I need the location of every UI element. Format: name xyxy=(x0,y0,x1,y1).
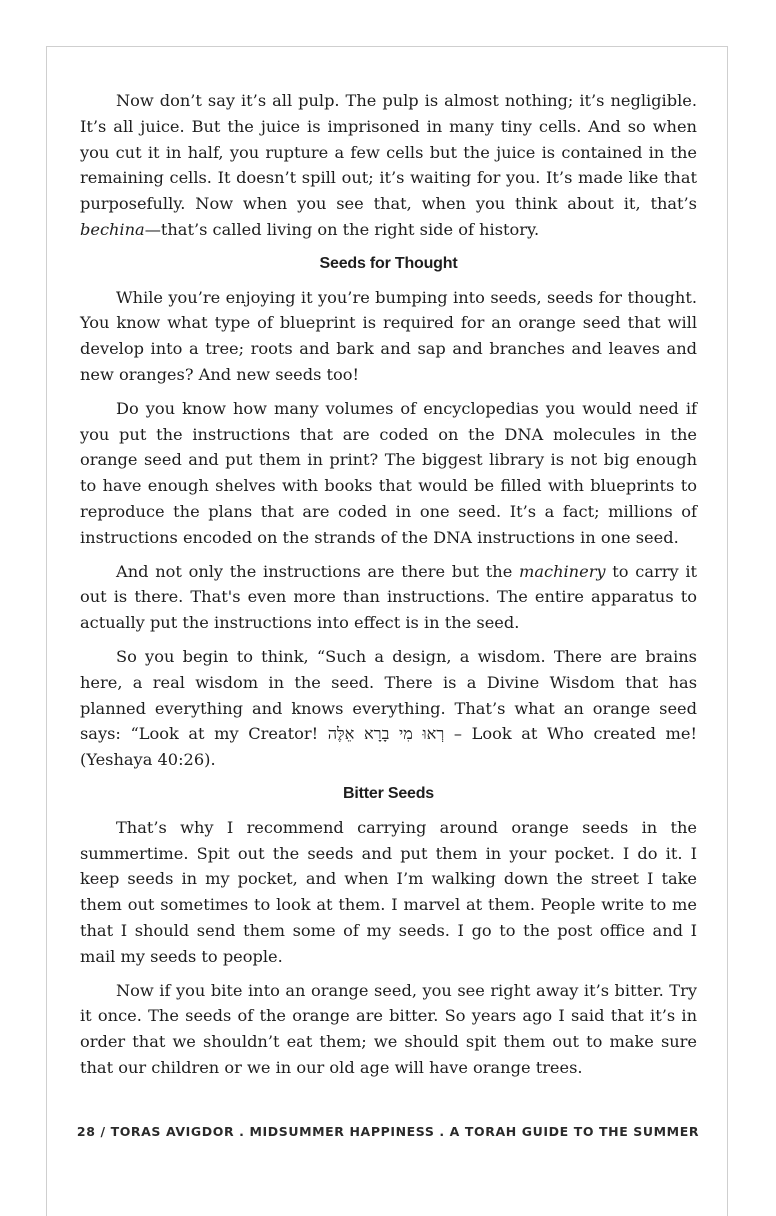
hebrew-verse: רְאוּ מִי בָרָא אֵלֶּה xyxy=(327,724,445,744)
paragraph-1 xyxy=(80,88,697,243)
paragraph-5-text-before: So you begin to think, “Such a design, a wisdom. There are brains here, a real wisdom in the seed. There is a Divine Wisdom that has planned everything and knows everything. That’s what an orange seed says: “Look at my Creator! xyxy=(80,646,697,744)
paragraph-7: Now if you bite into an orange seed, you see right away it’s bitter. Try it once. The seeds of the orange are bitter. So years ago I said that it’s in order that we shouldn’t eat them; we should spit them out to make sure that our children or we in our old age will have orange trees. xyxy=(80,980,697,1077)
paragraph-1-text-after: —that’s called living on the right side of history. xyxy=(144,219,540,239)
section-heading-bitter-seeds: Bitter Seeds xyxy=(343,784,434,802)
page-body xyxy=(80,88,697,1089)
paragraph-1-text-before: Now don’t say it’s all pulp. The pulp is almost nothing; it’s negligible. It’s all juice. But the juice is imprisoned in many tiny cells. And so when you cut it in half, you rupture a few cells but the juice is contained in the remaining cells. It doesn’t spill out; it’s waiting for you. It’s made like that purposefully. Now when you see that, when you think about it, that’s xyxy=(80,91,697,214)
paragraph-4-text-after: to carry it out is there. That's even more than instructions. The entire apparatus to actually put the instructions into effect is in the seed. xyxy=(80,561,697,633)
paragraph-1-italic-term: bechina xyxy=(80,219,145,239)
paragraph-5 xyxy=(80,644,697,773)
paragraph-5-text-after: – Look at Who created me! (Yeshaya 40:26). xyxy=(80,724,697,770)
section-heading-seeds-for-thought: Seeds for Thought xyxy=(319,254,458,272)
paragraph-4 xyxy=(80,559,697,636)
paragraph-3: Do you know how many volumes of encyclopedias you would need if you put the instructions that are coded on the DNA molecules in the orange seed and put them in print? The biggest library is not big enough to have enough shelves with books that would be filled with blueprints to reproduce the plans that are coded in one seed. It’s a fact; millions of instructions encoded on the strands of the DNA instructions in one seed. xyxy=(80,398,697,547)
paragraph-4-text-before: And not only the instructions are there but the xyxy=(116,561,520,581)
page-footer: 28 / TORAS AVIGDOR . MIDSUMMER HAPPINESS . A TORAH GUIDE TO THE SUMMER xyxy=(76,1124,700,1139)
paragraph-2: While you’re enjoying it you’re bumping into seeds, seeds for thought. You know what type of blueprint is required for an orange seed that will develop into a tree; roots and bark and sap and branches and leaves and new oranges? And new seeds too! xyxy=(80,287,697,384)
paragraph-6: That’s why I recommend carrying around orange seeds in the summertime. Spit out the seeds and put them in your pocket. I do it. I keep seeds in my pocket, and when I’m walking down the street I take them out sometimes to look at them. I marvel at them. People write to me that I should send them some of my seeds. I go to the post office and I mail my seeds to people. xyxy=(80,817,697,966)
paragraph-4-italic-term: machinery xyxy=(519,561,606,581)
